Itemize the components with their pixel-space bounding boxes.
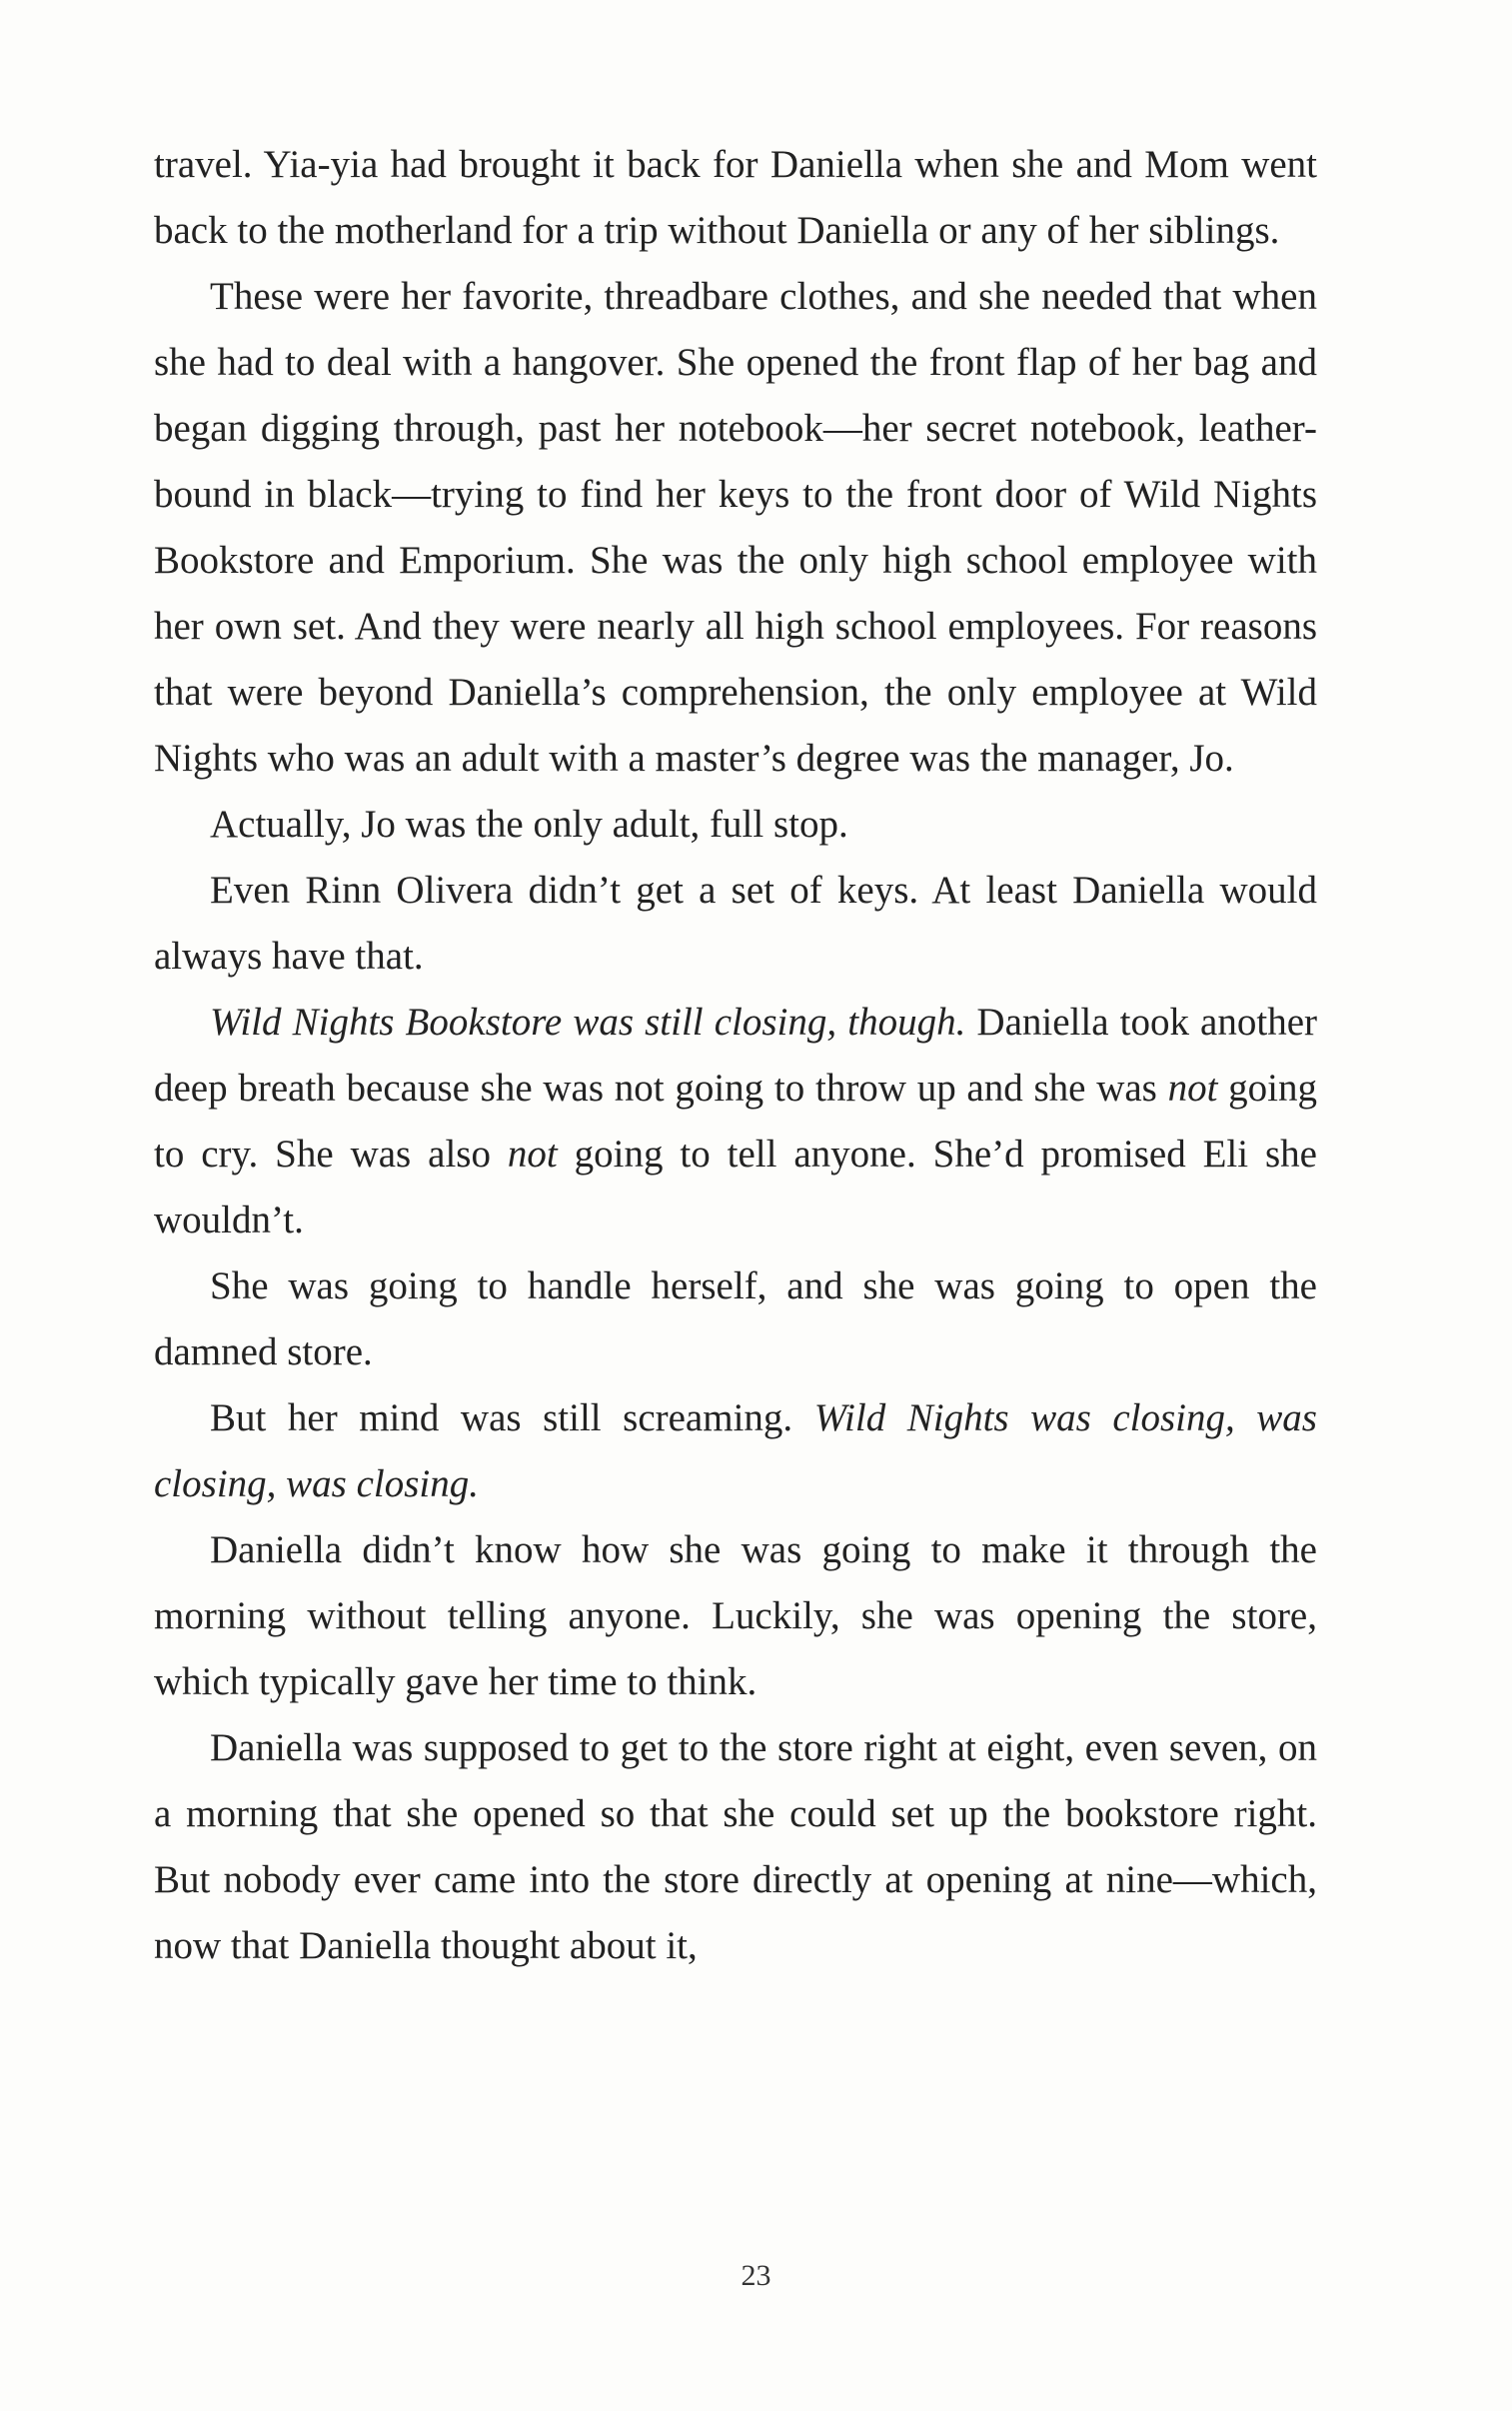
italic-text: not bbox=[507, 1133, 558, 1176]
page-body bbox=[154, 132, 1317, 1979]
text-run: These were her favorite, threadbare clothes, and she needed that when she had to deal with a hangover. She opened the front flap of her bag and began digging through, past her notebook—her secret notebook, leather-bound in black—trying to find her keys to the front door of Wild Nights Bookstore and Emporium. She was the only high school employee with her own set. And they were nearly all high school employees. For reasons that were beyond Daniella’s comprehension, the only employee at Wild Nights who was an adult with a master’s degree was the manager, Jo. bbox=[154, 275, 1317, 780]
paragraph bbox=[154, 792, 1317, 858]
paragraph bbox=[154, 1385, 1317, 1517]
paragraph bbox=[154, 858, 1317, 990]
text-run: Daniella didn’t know how she was going to make it through the morning without telling anyone. Luckily, she was opening the store, which typically gave her time to think. bbox=[154, 1528, 1317, 1703]
paragraph bbox=[154, 1517, 1317, 1715]
text-run: But her mind was still screaming. bbox=[210, 1396, 814, 1439]
paragraph bbox=[154, 264, 1317, 792]
text-run: going to tell anyone. She’d promised Eli she wouldn’t. bbox=[154, 1133, 1317, 1241]
text-run: going to cry. She was also bbox=[154, 1067, 1318, 1176]
paragraph bbox=[154, 990, 1317, 1253]
page-number: 23 bbox=[741, 2259, 771, 2292]
italic-text: not bbox=[1167, 1067, 1218, 1110]
italic-text: Wild Nights Bookstore was still closing, though. bbox=[210, 1001, 966, 1044]
text-run: travel. Yia-yia had brought it back for Daniella when she and Mom went back to the motherland for a trip without Daniella or any of her siblings. bbox=[154, 143, 1317, 252]
text-run: Daniella was supposed to get to the store right at eight, even seven, on a morning that she opened so that she could set up the bookstore right. But nobody ever came into the store directly at opening at nine—which, now that Daniella thought about it, bbox=[154, 1726, 1317, 1967]
text-run: She was going to handle herself, and she was going to open the damned store. bbox=[154, 1264, 1317, 1373]
paragraph bbox=[154, 132, 1317, 264]
paragraph bbox=[154, 1715, 1317, 1979]
italic-text: Wild Nights was closing, was closing, was closing. bbox=[154, 1396, 1317, 1505]
paragraph bbox=[154, 1253, 1317, 1385]
text-run: Even Rinn Olivera didn’t get a set of keys. At least Daniella would always have that. bbox=[154, 869, 1317, 978]
text-run: Actually, Jo was the only adult, full stop. bbox=[210, 803, 848, 846]
text-run: Daniella took another deep breath because she was not going to throw up and she was bbox=[154, 1001, 1317, 1110]
